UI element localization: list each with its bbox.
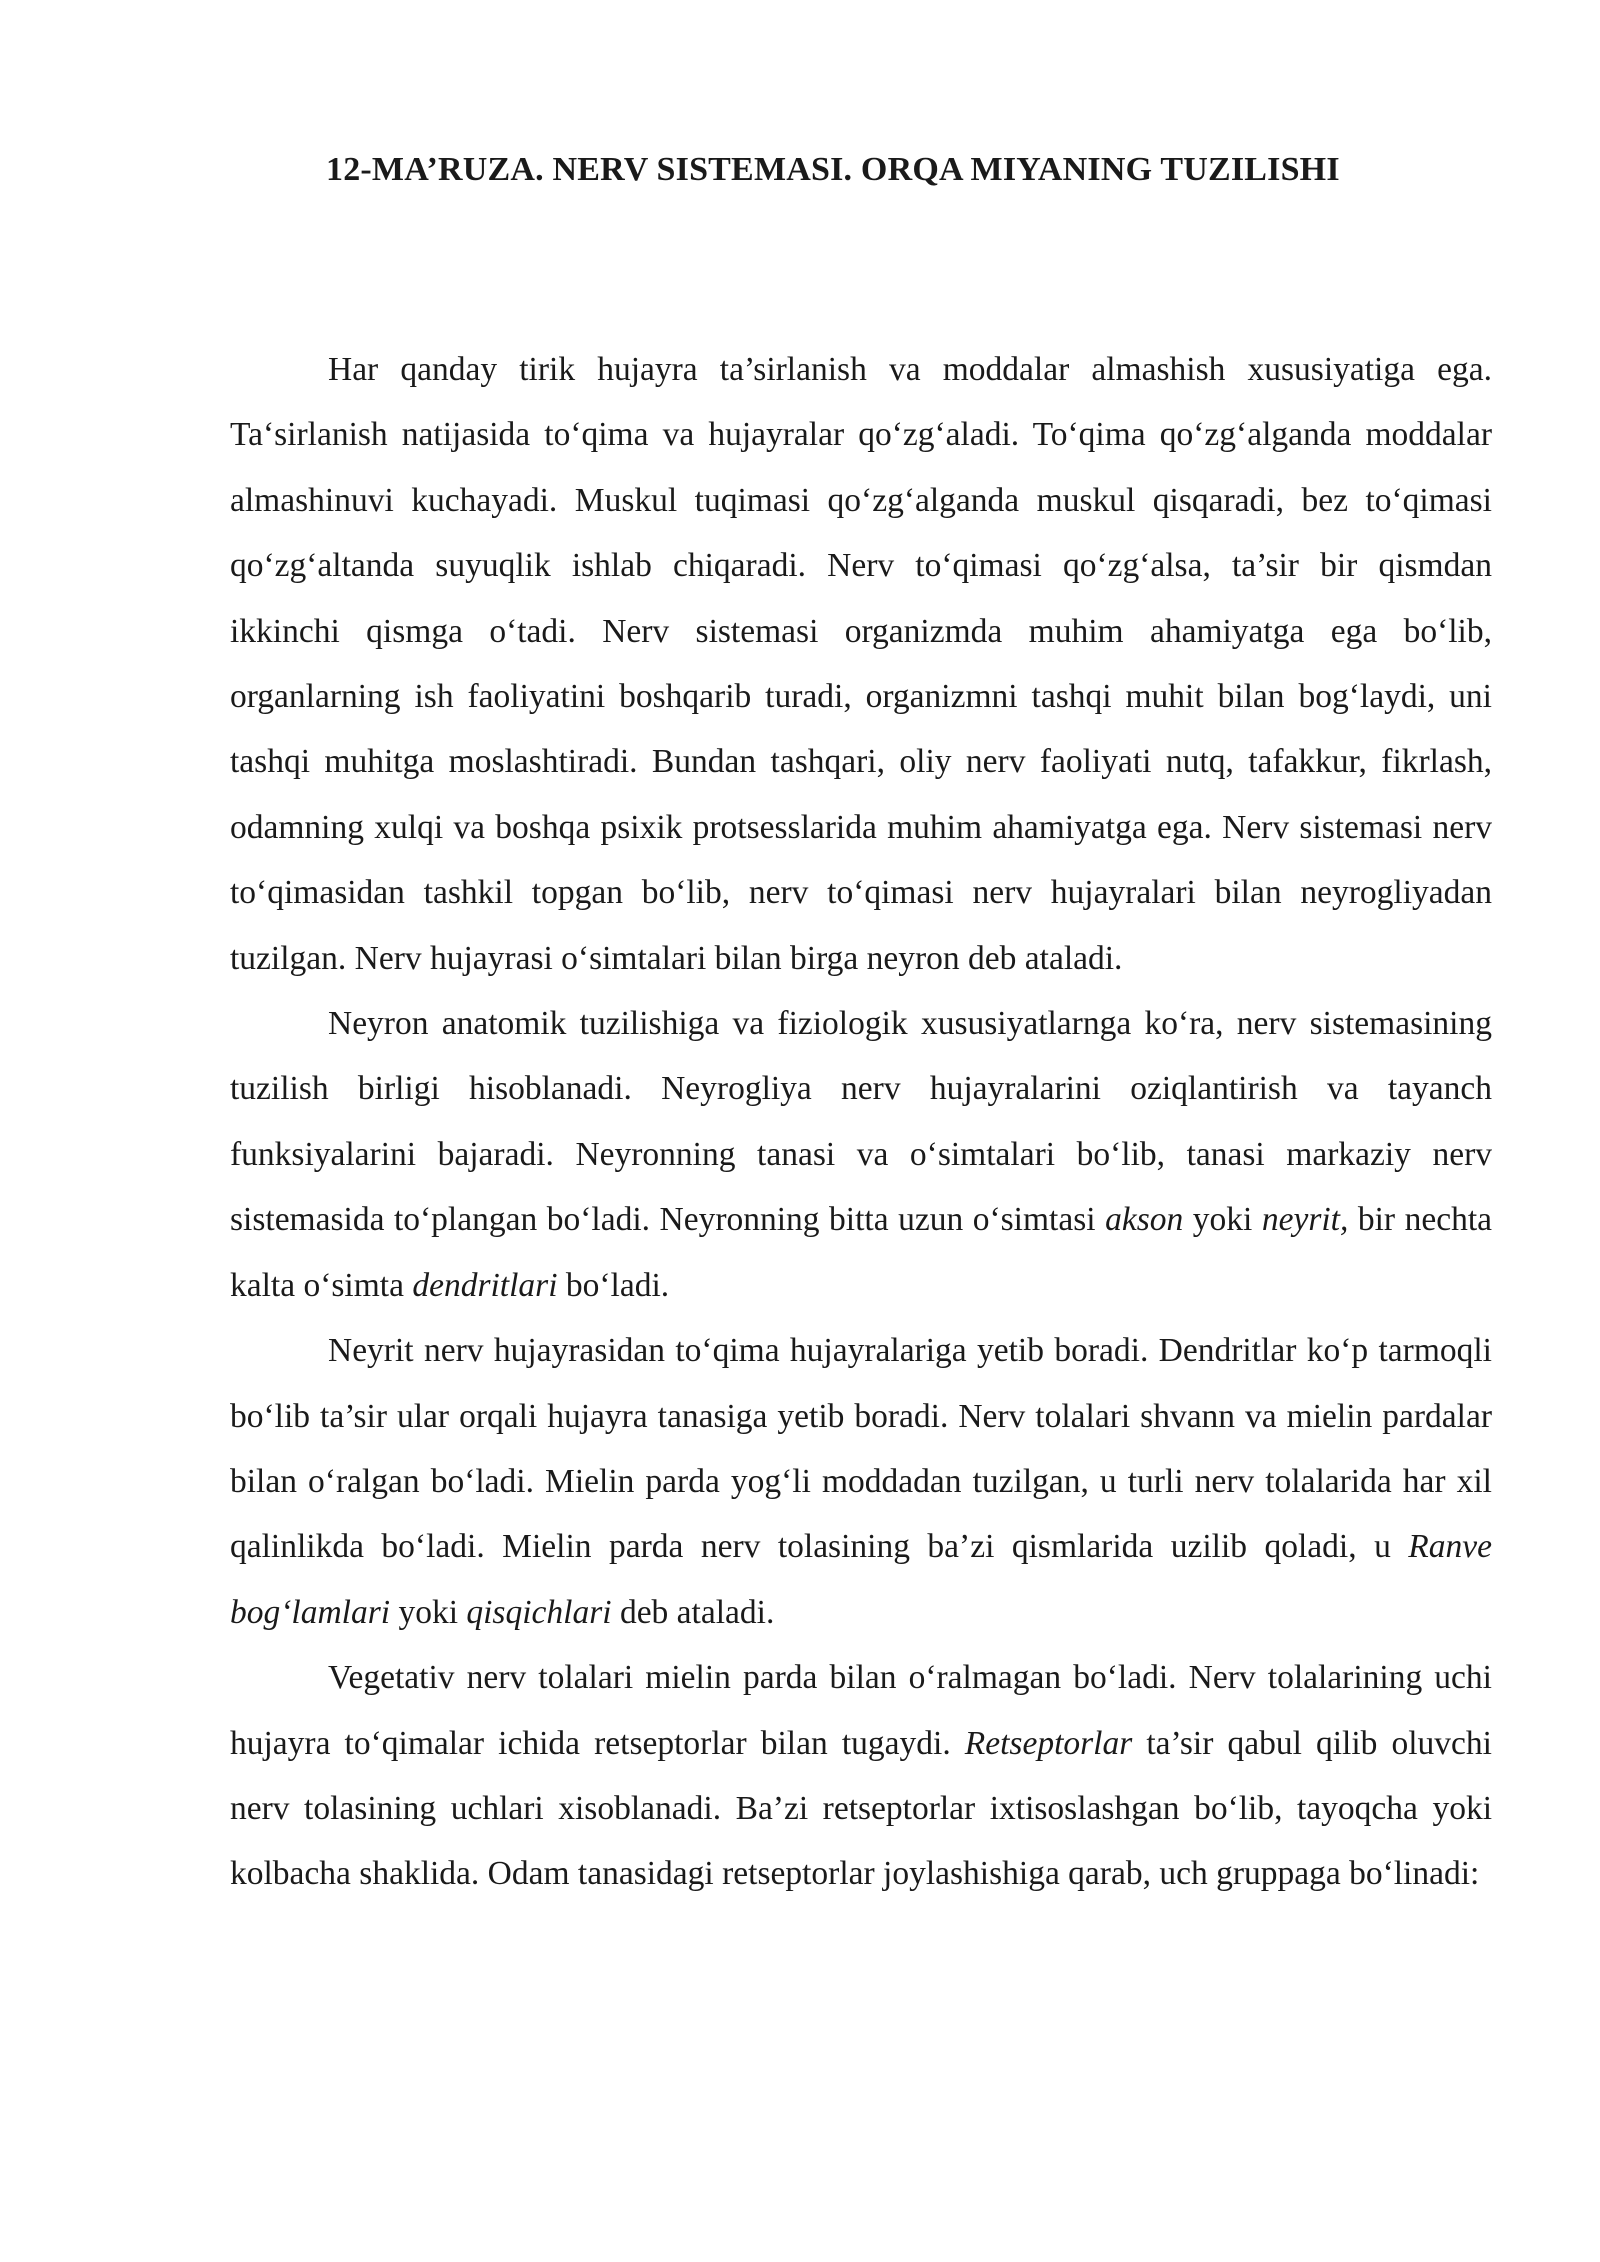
paragraph-3 [230, 1318, 1492, 1645]
term-dendritlari: dendritlari [412, 1266, 558, 1304]
term-ranve-boglamlari: Ranve bog‘lamlari [230, 1528, 1492, 1631]
term-retseptorlar: Retseptorlar [964, 1724, 1133, 1762]
paragraph-2-text: Neyron anatomik tuzilishiga va fiziologik xususiyatlarnga ko‘ra, nerv sistemasining tuzilish birligi hisoblanadi. Neyrogliya nerv hujayralarini oziqlantirish va tayanch funksiyalarini bajaradi. Neyronning tanasi va o‘simtalari bo‘lib, tanasi markaziy nerv sistemasida to‘plangan bo‘ladi. Neyronning bitta uzun o‘simtasi [230, 1005, 1492, 1239]
paragraph-1 [230, 337, 1492, 991]
paragraph-2-text: bir nechta kalta o‘simta [230, 1201, 1492, 1304]
paragraph-4 [230, 1645, 1492, 1907]
paragraph-3-text: deb ataladi. [611, 1593, 775, 1631]
paragraph-3-text: yoki [390, 1593, 467, 1631]
paragraph-2-text: bo‘ladi. [557, 1266, 670, 1304]
lecture-title: 12-MA’RUZA. NERV SISTEMASI. ORQA MIYANING TUZILISHI [326, 151, 1340, 188]
paragraph-4-text: ta’sir qabul qilib oluvchi nerv tolasining uchlari xisoblanadi. Ba’zi retseptorlar ixtisoslashgan bo‘lib, tayoqcha yoki kolbacha shaklida. Odam tanasidagi retseptorlar joylashishiga qarab, uch gruppaga bo‘linadi: [230, 1724, 1492, 1893]
term-akson: akson [1105, 1201, 1184, 1239]
term-qisqichlari: qisqichlari [466, 1593, 612, 1631]
term-neyrit: neyrit, [1261, 1201, 1349, 1239]
paragraph-3-text: Neyrit nerv hujayrasidan to‘qima hujayralariga yetib boradi. Dendritlar ko‘p tarmoqli bo‘lib ta’sir ular orqali hujayra tanasiga yetib boradi. Nerv tolalari shvann va mielin pardalar bilan o‘ralgan bo‘ladi. Mielin parda yog‘li moddadan tuzilgan, u turli nerv tolalarida har xil qalinlikda bo‘ladi. Mielin parda nerv tolasining ba’zi qismlarida uzilib qoladi, u [230, 1332, 1492, 1566]
paragraph-2 [230, 991, 1492, 1318]
paragraph-4-text: Vegetativ nerv tolalari mielin parda bilan o‘ralmagan bo‘ladi. Nerv tolalarining uchi hujayra to‘qimalar ichida retseptorlar bilan tugaydi. [230, 1659, 1492, 1762]
paragraph-2-text: yoki [1183, 1201, 1262, 1239]
paragraph-1-text: Har qanday tirik hujayra ta’sirlanish va moddalar almashish xususiyatiga ega. Ta‘sirlanish natijasida to‘qima va hujayralar qo‘zg‘aladi. To‘qima qo‘zg‘alganda moddalar almashinuvi kuchayadi. Muskul tuqimasi qo‘zg‘alganda muskul qisqaradi, bez to‘qimasi qo‘zg‘altanda suyuqlik ishlab chiqaradi. Nerv to‘qimasi qo‘zg‘alsa, ta’sir bir qismdan ikkinchi qismga o‘tadi. Nerv sistemasi organizmda muhim ahamiyatga ega bo‘lib, organlarning ish faoliyatini boshqarib turadi, organizmni tashqi muhit bilan bog‘laydi, uni tashqi muhitga moslashtiradi. Bundan tashqari, oliy nerv faoliyati nutq, tafakkur, fikrlash, odamning xulqi va boshqa psixik protsesslarida muhim ahamiyatga ega. Nerv sistemasi nerv to‘qimasidan tashkil topgan bo‘lib, nerv to‘qimasi nerv hujayralari bilan neyrogliyadan tuzilgan. Nerv hujayrasi o‘simtalari bilan birga neyron deb ataladi. [230, 351, 1492, 977]
document-body [230, 337, 1492, 1907]
